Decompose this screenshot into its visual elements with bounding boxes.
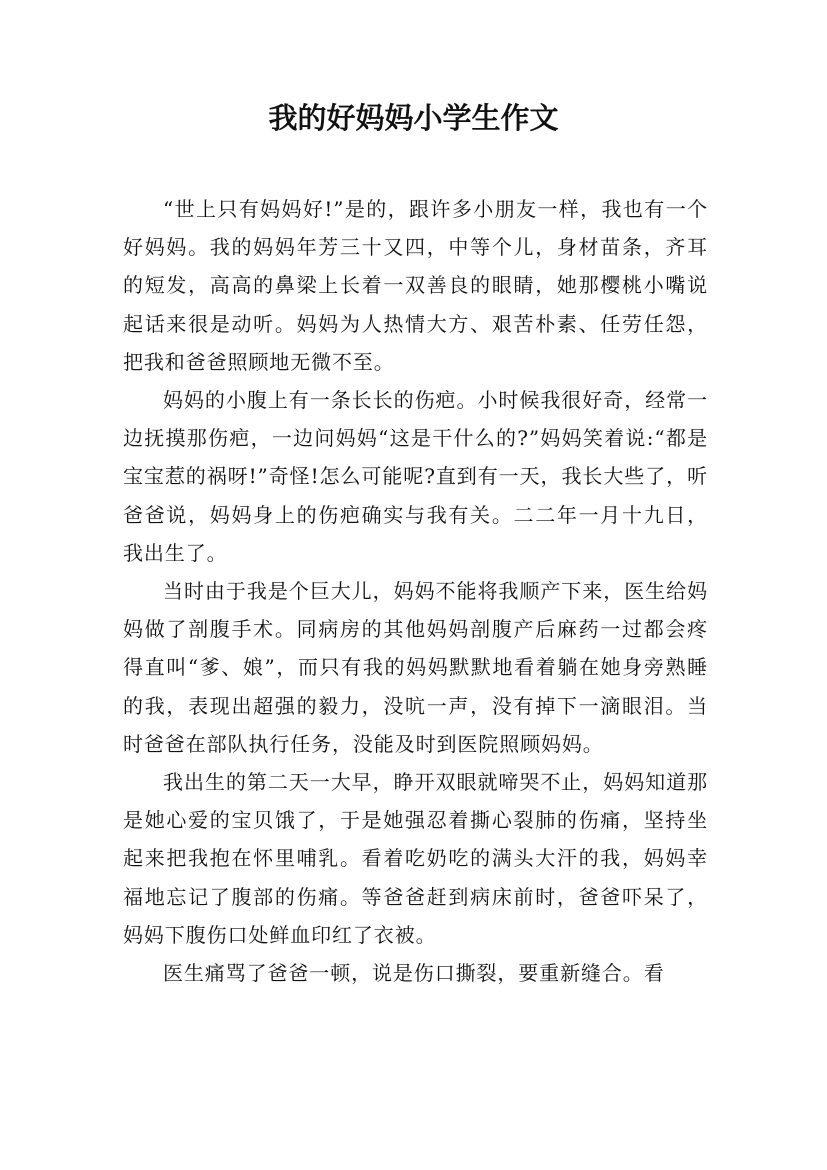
paragraph-2: 妈妈的小腹上有一条长长的伤疤。小时候我很好奇，经常一边抚摸那伤疤，一边问妈妈“这是干什么的?”妈妈笑着说:“都是宝宝惹的祸呀!”奇怪!怎么可能呢?直到有一天，我长大些了，听爸爸说，妈妈身上的伤疤确实与我有关。二二年一月十九日，我出生了。 — [123, 388, 708, 565]
paragraph-4: 我出生的第二天一大早，睁开双眼就啼哭不止，妈妈知道那是她心爱的宝贝饿了，于是她强忍着撕心裂肺的伤痛，坚持坐起来把我抱在怀里哺乳。看着吃奶吃的满头大汗的我，妈妈幸福地忘记了腹部的伤痛。等爸爸赶到病床前时，爸爸吓呆了，妈妈下腹伤口处鲜血印红了衣被。 — [123, 770, 708, 947]
paragraph-5: 医生痛骂了爸爸一顿，说是伤口撕裂，要重新缝合。看 — [163, 961, 665, 986]
paragraph-1: “世上只有妈妈好!”是的，跟许多小朋友一样，我也有一个好妈妈。我的妈妈年芳三十又四，中等个儿，身材苗条，齐耳的短发，高高的鼻梁上长着一双善良的眼睛，她那樱桃小嘴说起话来很是动听。妈妈为人热情大方、艰苦朴素、任劳任怨，把我和爸爸照顾地无微不至。 — [123, 197, 708, 374]
document-title: 我的好妈妈小学生作文 — [268, 101, 559, 135]
paragraph-3: 当时由于我是个巨大儿，妈妈不能将我顺产下来，医生给妈妈做了剖腹手术。同病房的其他妈妈剖腹产后麻药一过都会疼得直叫“爹、娘”，而只有我的妈妈默默地看着躺在她身旁熟睡的我，表现出超强的毅力，没吭一声，没有掉下一滴眼泪。当时爸爸在部队执行任务，没能及时到医院照顾妈妈。 — [123, 579, 708, 756]
document-body — [123, 190, 708, 992]
